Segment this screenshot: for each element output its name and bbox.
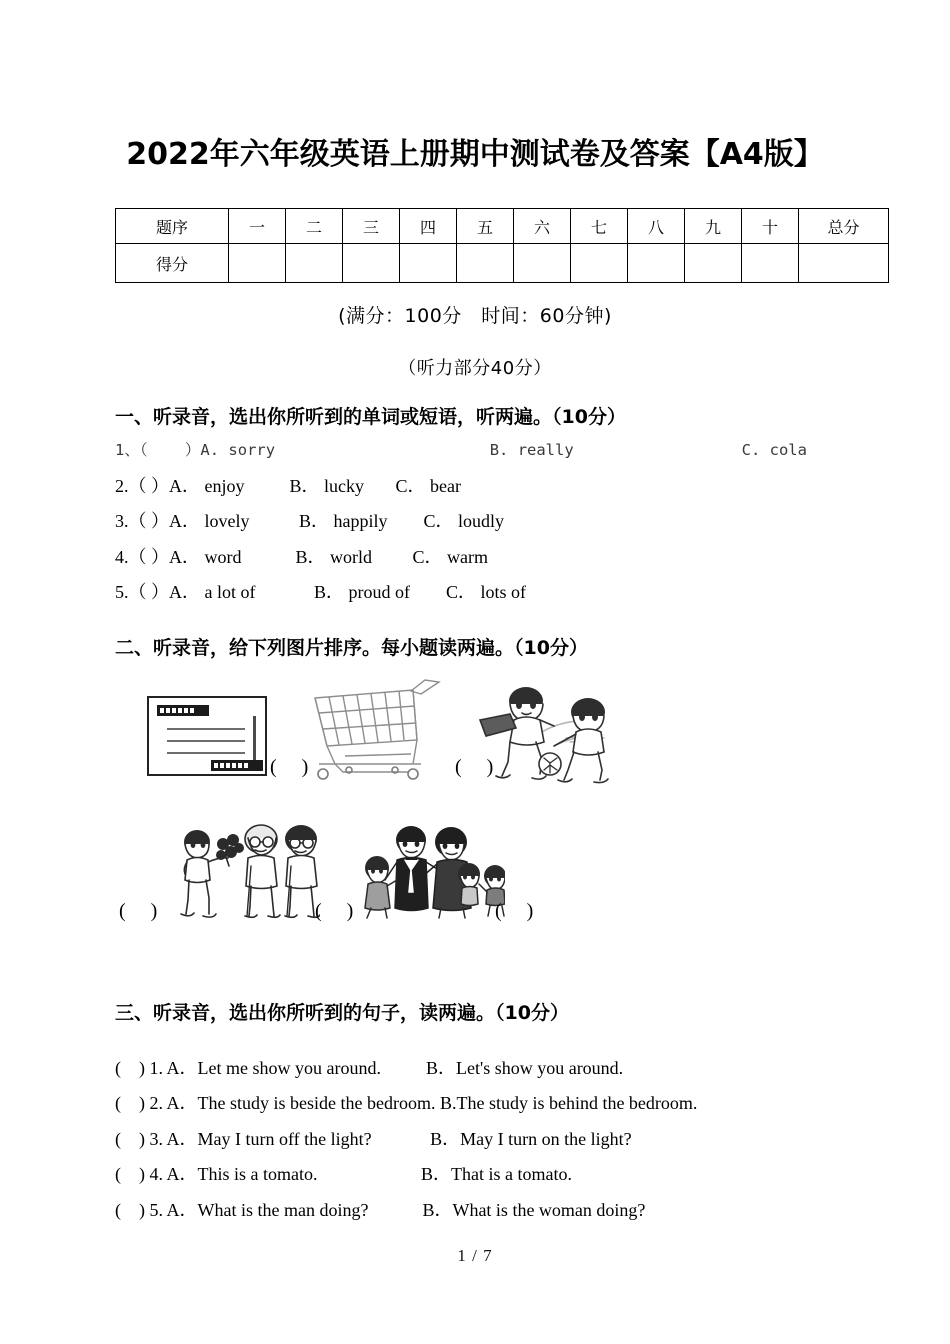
score-table-row-label: 得分	[116, 244, 229, 283]
envelope-stamp-top	[157, 705, 209, 716]
score-table-header-4: 四	[400, 209, 457, 244]
score-table-header-0: 题序	[116, 209, 229, 244]
score-cell-7[interactable]	[571, 244, 628, 283]
boy-giving-flowers-to-elderly-image	[175, 822, 320, 920]
section-3-items	[115, 1051, 835, 1229]
score-cell-10[interactable]	[742, 244, 799, 283]
picture-answer-blank-4[interactable]: ( )	[315, 899, 364, 922]
score-cell-9[interactable]	[685, 244, 742, 283]
score-cell-4[interactable]	[400, 244, 457, 283]
picture-answer-blank-2[interactable]: ( )	[455, 755, 504, 778]
score-table-header-7: 七	[571, 209, 628, 244]
question-3-5: ( ) 5. A．What is the man doing? B．What is the woman doing?	[115, 1199, 646, 1220]
score-table-header-2: 二	[286, 209, 343, 244]
score-table-header-9: 九	[685, 209, 742, 244]
question-3-4: ( ) 4. A．This is a tomato. B．That is a tomato.	[115, 1164, 572, 1184]
score-cell-2[interactable]	[286, 244, 343, 283]
score-cell-5[interactable]	[457, 244, 514, 283]
question-1-3: 3.（ ）A． lovely B． happily C． loudly	[115, 511, 504, 531]
score-cell-6[interactable]	[514, 244, 571, 283]
score-cell-1[interactable]	[229, 244, 286, 283]
question-1-1: 1、（ ）A. sorry B. really C. cola	[115, 441, 807, 459]
score-cell-total[interactable]	[799, 244, 889, 283]
envelope-address-line-3	[167, 752, 245, 755]
score-table-header-10: 十	[742, 209, 799, 244]
question-1-5: 5.（ ）A． a lot of B． proud of C． lots of	[115, 582, 526, 602]
score-table-header-row	[116, 209, 889, 244]
score-table-header-6: 六	[514, 209, 571, 244]
score-table-header-3: 三	[343, 209, 400, 244]
shopping-cart-image	[305, 678, 441, 784]
section-heading-2: 二、听录音，给下列图片排序。每小题读两遍。（10分）	[115, 636, 588, 659]
score-table-container	[115, 208, 860, 283]
question-1-4: 4.（ ）A． word B． world C． warm	[115, 546, 488, 567]
picture-answer-blank-3[interactable]: ( )	[119, 899, 168, 922]
score-table-header-total: 总分	[799, 209, 889, 244]
question-3-3: ( ) 3. A．May I turn off the light? B．May I turn on the light?	[115, 1128, 632, 1149]
page-number-footer: 1 / 7	[457, 1246, 493, 1265]
question-3-1: ( ) 1. A．Let me show you around. B．Let's show you around.	[115, 1057, 624, 1078]
exam-info-line: (满分：100分 时间：60分钟)	[338, 305, 612, 327]
score-table	[115, 208, 889, 283]
family-portrait-image	[355, 824, 505, 920]
question-1-2: 2.（ ）A． enjoy B． lucky C． bear	[115, 475, 461, 496]
score-table-header-1: 一	[229, 209, 286, 244]
boys-playing-soccer-image	[470, 680, 620, 784]
score-table-score-row	[116, 244, 889, 283]
picture-answer-blank-1[interactable]: ( )	[270, 755, 319, 778]
envelope-side-bar	[253, 716, 256, 760]
picture-answer-blank-5[interactable]: ( )	[495, 899, 544, 922]
score-cell-8[interactable]	[628, 244, 685, 283]
section-heading-3: 三、听录音，选出你所听到的句子，读两遍。（10分）	[115, 1001, 569, 1024]
envelope-stamp-bottom	[211, 760, 263, 771]
score-cell-3[interactable]	[343, 244, 400, 283]
question-3-2: ( ) 2. A．The study is beside the bedroom. B.The study is behind the bedroom.	[115, 1093, 698, 1113]
score-table-header-8: 八	[628, 209, 685, 244]
picture-ordering-area	[115, 664, 835, 976]
section-heading-1: 一、听录音，选出你所听到的单词或短语，听两遍。（10分）	[115, 406, 626, 428]
score-table-header-5: 五	[457, 209, 514, 244]
listening-part-info: （听力部分40分）	[398, 358, 552, 379]
envelope-address-line-2	[167, 740, 245, 743]
page-title: 2022年六年级英语上册期中测试卷及答案【A4版】	[126, 137, 824, 172]
envelope-address-line-1	[167, 728, 245, 731]
